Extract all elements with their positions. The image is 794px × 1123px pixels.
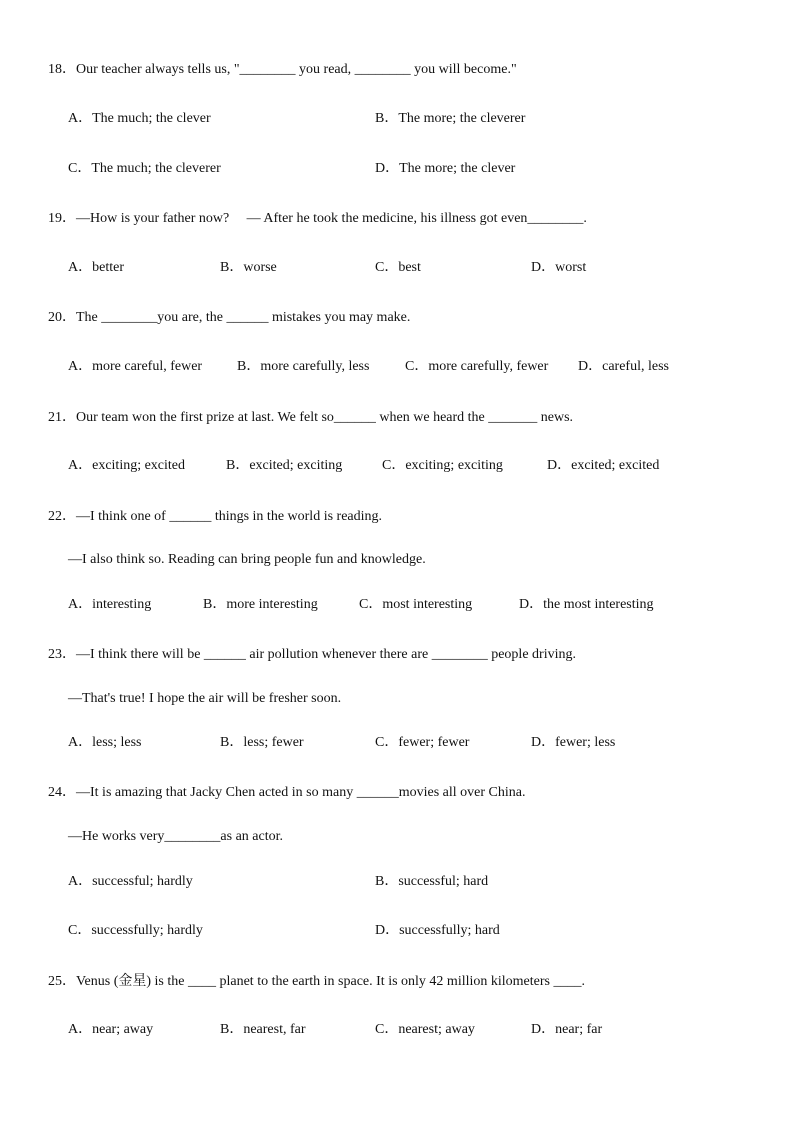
question-25-option-c: C．nearest; away: [375, 1022, 475, 1037]
question-19-stem: 19．—How is your father now? — After he took the medicine, his illness got even________.: [48, 211, 587, 226]
question-20-option-c: C．more carefully, fewer: [405, 359, 549, 374]
question-25-option-a: A．near; away: [68, 1022, 154, 1037]
question-22-option-d: D．the most interesting: [519, 597, 654, 612]
question-20-option-d: D．careful, less: [578, 359, 669, 374]
question-23-response: —That's true! I hope the air will be fresher soon.: [68, 691, 342, 706]
question-18-option-d: D．The more; the clever: [375, 161, 516, 176]
question-23-option-a: A．less; less: [68, 735, 142, 750]
question-22-option-a: A．interesting: [68, 597, 152, 612]
question-21-option-d: D．excited; excited: [547, 458, 660, 473]
question-18-option-b: B．The more; the cleverer: [375, 111, 526, 126]
question-24-option-b: B．successful; hard: [375, 874, 489, 889]
question-18-option-c: C．The much; the cleverer: [68, 161, 221, 176]
question-21-option-a: A．exciting; excited: [68, 458, 186, 473]
question-19-option-b: B．worse: [220, 260, 277, 275]
question-20-option-b: B．more carefully, less: [237, 359, 370, 374]
question-25-option-b: B．nearest, far: [220, 1022, 306, 1037]
question-24-stem: 24．—It is amazing that Jacky Chen acted in so many ______movies all over China.: [48, 785, 526, 800]
question-25-option-d: D．near; far: [531, 1022, 603, 1037]
question-23-option-b: B．less; fewer: [220, 735, 304, 750]
question-22-response: —I also think so. Reading can bring people fun and knowledge.: [68, 552, 426, 567]
question-20-stem: 20．The ________you are, the ______ mistakes you may make.: [48, 310, 411, 325]
question-25-stem: 25．Venus (金星) is the ____ planet to the earth in space. It is only 42 million kilometers ____.: [48, 974, 585, 989]
question-22-stem: 22．—I think one of ______ things in the world is reading.: [48, 509, 383, 524]
question-19-option-d: D．worst: [531, 260, 587, 275]
question-24-response: —He works very________as an actor.: [68, 829, 284, 844]
question-24-option-c: C．successfully; hardly: [68, 923, 203, 938]
question-22-option-c: C．most interesting: [359, 597, 473, 612]
question-24-option-d: D．successfully; hard: [375, 923, 500, 938]
question-19-option-a: A．better: [68, 260, 124, 275]
question-24-option-a: A．successful; hardly: [68, 874, 193, 889]
question-21-option-b: B．excited; exciting: [226, 458, 343, 473]
question-23-option-d: D．fewer; less: [531, 735, 616, 750]
question-21-stem: 21．Our team won the first prize at last. We felt so______ when we heard the _______ news.: [48, 410, 574, 425]
question-18-option-a: A．The much; the clever: [68, 111, 211, 126]
question-23-option-c: C．fewer; fewer: [375, 735, 470, 750]
question-18-stem: 18．Our teacher always tells us, "________ you read, ________ you will become.": [48, 62, 517, 77]
question-20-option-a: A．more careful, fewer: [68, 359, 203, 374]
question-22-option-b: B．more interesting: [203, 597, 318, 612]
question-21-option-c: C．exciting; exciting: [382, 458, 503, 473]
question-19-option-c: C．best: [375, 260, 421, 275]
question-23-stem: 23．—I think there will be ______ air pollution whenever there are ________ people driving.: [48, 647, 576, 662]
